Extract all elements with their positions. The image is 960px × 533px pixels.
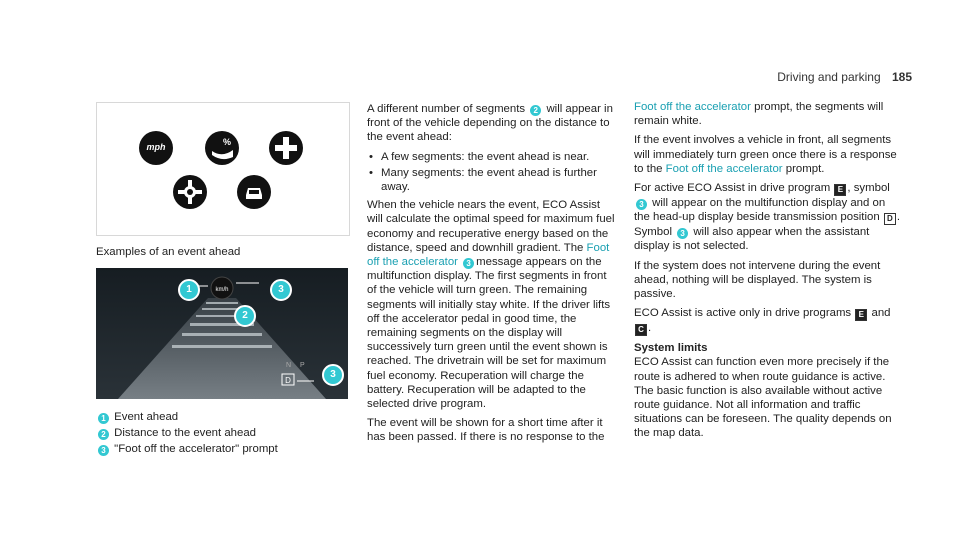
- display-speed-label: km/h: [215, 287, 229, 293]
- paragraph: If the event involves a vehicle in front, all segments will immediately turn green once there is a response to the Foot off the accelerator prompt.: [634, 134, 897, 175]
- callout-3-top: 3: [270, 279, 292, 301]
- paragraph: Foot off the accelerator prompt, the segments will remain white.: [634, 101, 884, 128]
- percent-label: %: [223, 137, 232, 147]
- gear-p: P: [300, 362, 305, 369]
- gear-d: D: [285, 376, 291, 385]
- bullet-list: [367, 150, 615, 195]
- paragraph: The event will be shown for a short time after it has been passed. If there is no response to the: [367, 417, 605, 444]
- speed-limit-icon: [139, 131, 173, 165]
- callout-1: 1: [178, 279, 200, 301]
- figure1-caption: Examples of an event ahead: [96, 246, 241, 258]
- gear-n: N: [286, 362, 292, 369]
- paragraph: ECO Assist can function even more precisely if the route is adhered to when route guidance is active. The basic function is also available without active route guidance. Not all information and traffic situations can be foreseen. The quality depends on the map data.: [634, 356, 892, 440]
- figure-event-icons: [96, 102, 350, 236]
- prompt-link: Foot off the accelerator: [367, 241, 610, 269]
- prompt-link: Foot off the accelerator: [665, 162, 783, 175]
- list-item: • Many segments: the event ahead is further away.: [367, 166, 615, 194]
- text-column-3: [634, 100, 904, 446]
- legend-item: 2 Distance to the event ahead: [96, 426, 278, 441]
- section-title: Driving and parking: [777, 70, 881, 84]
- paragraph: When the vehicle nears the event, ECO Assist will calculate the optimal speed for maximum fuel economy and recuperative energy based on the distance, speed and downhill gradient. The Foot off the accelerator 3 message appears on the multifunction display. The first segments in front of the vehicle will turn green. The remaining segments will initially stay white. If the driver lifts off the accelerator pedal in good time, the remaining segments on the display will successively turn green until the event shown is reached. The drivetrain will be set for maximum fuel economy. Recuperation will charge the battery. Recuperation will be adapted to the selected drive program.: [367, 199, 615, 411]
- paragraph: ECO Assist is active only in drive programs E and C .: [634, 307, 891, 335]
- drive-program-c-icon: C: [635, 324, 647, 336]
- figure-display: [96, 268, 348, 399]
- drive-program-e-icon: E: [834, 184, 846, 196]
- figure-legend: [96, 410, 278, 458]
- list-item: • A few segments: the event ahead is near.: [367, 150, 615, 164]
- mph-label: mph: [146, 142, 166, 152]
- paragraph: A different number of segments 2 will appear in front of the vehicle depending on the distance to the event ahead:: [367, 103, 613, 144]
- vehicle-ahead-icon: [237, 175, 271, 209]
- page-header: [777, 70, 912, 84]
- roundabout-icon: [173, 175, 207, 209]
- gradient-icon: [205, 131, 239, 165]
- prompt-link: Foot off the accelerator: [634, 101, 751, 113]
- paragraph: If the system does not intervene during the event ahead, nothing will be displayed. The system is passive.: [634, 259, 881, 301]
- intersection-icon: [269, 131, 303, 165]
- text-column-2: [367, 102, 615, 450]
- legend-item: 1 Event ahead: [96, 410, 278, 425]
- drive-program-e-icon: E: [855, 309, 867, 321]
- legend-item: 3 "Foot off the accelerator" prompt: [96, 442, 278, 457]
- callout-2: 2: [234, 305, 256, 327]
- page-number: 185: [891, 70, 912, 84]
- section-heading: System limits: [634, 342, 708, 355]
- callout-3-bottom: 3: [322, 364, 344, 386]
- transmission-d-icon: D: [884, 213, 896, 225]
- paragraph: For active ECO Assist in drive program E , symbol 3 will appear on the multifunction display and on the head-up display beside transmission position D . Symbol 3 will also appear when the assistant display is not selected.: [634, 182, 901, 253]
